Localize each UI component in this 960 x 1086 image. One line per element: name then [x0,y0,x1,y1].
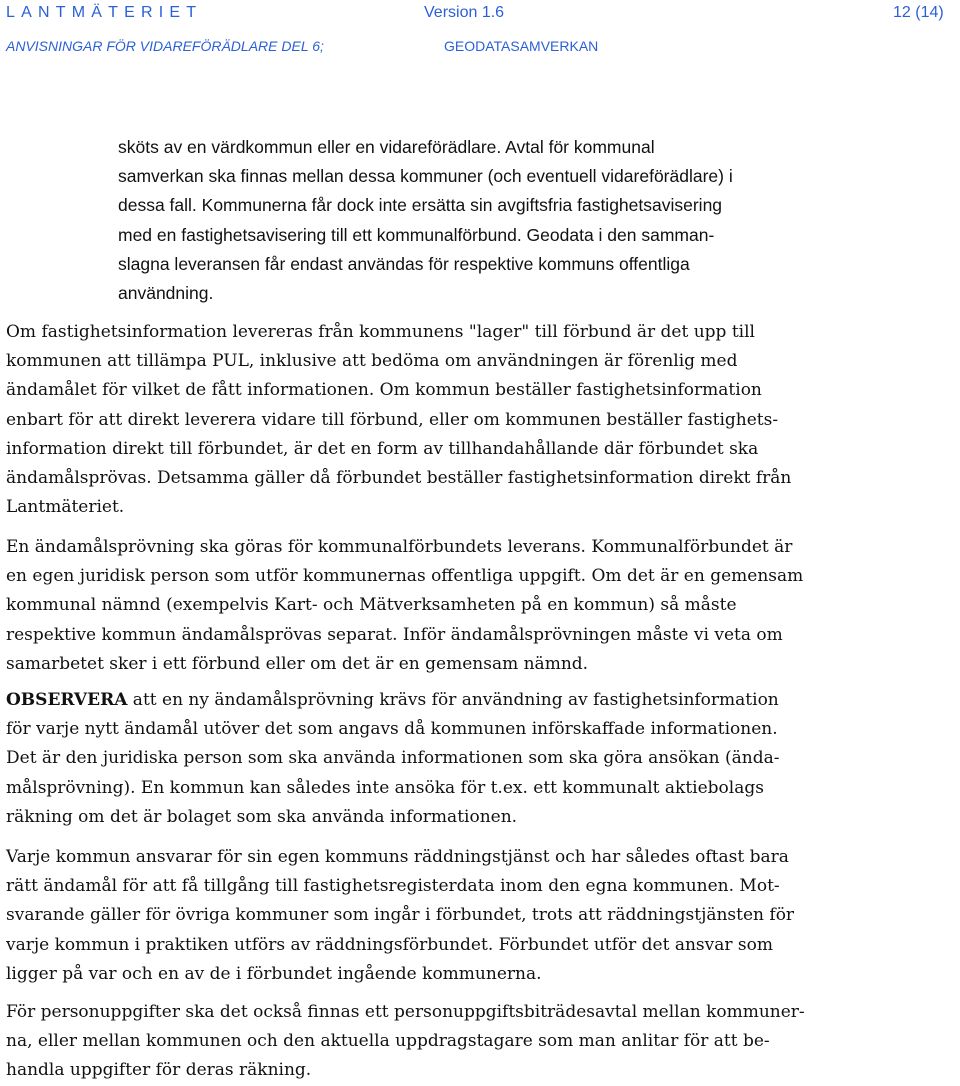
text-line: en egen juridisk person som utför kommunernas offentliga uppgift. Om det är en gemensam [6,566,804,587]
document-title: ANVISNINGAR FÖR VIDAREFÖRÄDLARE DEL 6; [6,38,324,54]
text-line: rätt ändamål för att få tillgång till fastighetsregisterdata inom den egna kommunen. Mot- [6,876,780,897]
text-line [6,686,779,715]
text-line: Varje kommun ansvarar för sin egen kommuns räddningstjänst och har således oftast bara [6,847,789,867]
text-line: ligger på var och en av de i förbundet ingående kommunerna. [6,963,542,984]
text-line: med en fastighetsavisering till ett kommunalförbund. Geodata i den samman- [118,224,715,245]
paragraph-pul [6,318,791,522]
text-line: kommunen att tillämpa PUL, inklusive att bedöma om användningen är förenlig med [6,351,738,372]
document-subtitle: GEODATASAMVERKAN [444,38,599,54]
text-line: räkning om det är bolaget som ska använda informationen. [6,806,518,827]
paragraph-personuppgifter [6,998,805,1086]
version-label: Version 1.6 [424,4,505,21]
paragraph-raddningstjanst [6,843,794,989]
text-line: Om fastighetsinformation levereras från kommunens "lager" till förbund är det upp till [6,322,755,342]
text-line: användning. [118,282,214,303]
text-line: samarbetet sker i ett förbund eller om det är en gemensam nämnd. [6,653,589,674]
text-line-rest: att en ny ändamålsprövning krävs för användning av fastighetsinformation [127,690,779,710]
text-line: svarande gäller för övriga kommuner som ingår i förbundet, trots att räddningstjänsten för [6,905,795,926]
text-line: handla uppgifter för deras räkning. [6,1060,312,1081]
text-line: varje kommun i praktiken utförs av räddningsförbundet. Förbundet utför det ansvar som [6,934,773,955]
text-line: information direkt till förbundet, är det en form av tillhandahållande där förbundet ska [6,438,759,459]
text-line: sköts av en värdkommun eller en vidareförädlare. Avtal för kommunal [118,137,655,157]
text-line: ändamålsprövas. Detsamma gäller då förbundet beställer fastighetsinformation direkt från [6,467,792,488]
text-line: enbart för att direkt leverera vidare till förbund, eller om kommunen beställer fastighets- [6,409,779,430]
text-line: dessa fall. Kommunerna får dock inte ersätta sin avgiftsfria fastighetsavisering [118,195,723,216]
text-line: na, eller mellan kommunen och den aktuella uppdragstagare som man anlitar för att be- [6,1031,770,1052]
text-line: Det är den juridiska person som ska använda informationen som ska göra ansökan (ända- [6,748,780,769]
paragraph-andamalsprovning [6,533,803,679]
text-line: målsprövning). En kommun kan således inte ansöka för t.ex. ett kommunalt aktiebolags [6,777,764,798]
text-line: Lantmäteriet. [6,497,125,518]
text-line: slagna leveransen får endast användas för respektive kommuns offentliga [118,253,690,274]
text-line: kommunal nämnd (exempelvis Kart- och Mätverksamheten på en kommun) så måste [6,595,737,616]
text-line: ändamålet för vilket de fått informationen. Om kommun beställer fastighetsinformation [6,380,762,401]
text-line: för varje nytt ändamål utöver det som angavs då kommunen införskaffade informationen. [6,719,778,740]
text-line: samverkan ska finnas mellan dessa kommuner (och eventuell vidareförädlare) i [118,166,733,187]
observera-label: OBSERVERA [6,690,128,710]
intro-paragraph [118,133,733,308]
text-line: För personuppgifter ska det också finnas ett personuppgiftsbiträdesavtal mellan kommuner- [6,1002,805,1022]
text-line: respektive kommun ändamålsprövas separat. Inför ändamålsprövningen måste vi veta om [6,624,783,645]
paragraph-observera [6,686,779,832]
page-number: 12 (14) [893,4,944,21]
text-line: En ändamålsprövning ska göras för kommunalförbundets leverans. Kommunalförbundet är [6,537,793,557]
organization-name: LANTMÄTERIET [6,4,203,21]
